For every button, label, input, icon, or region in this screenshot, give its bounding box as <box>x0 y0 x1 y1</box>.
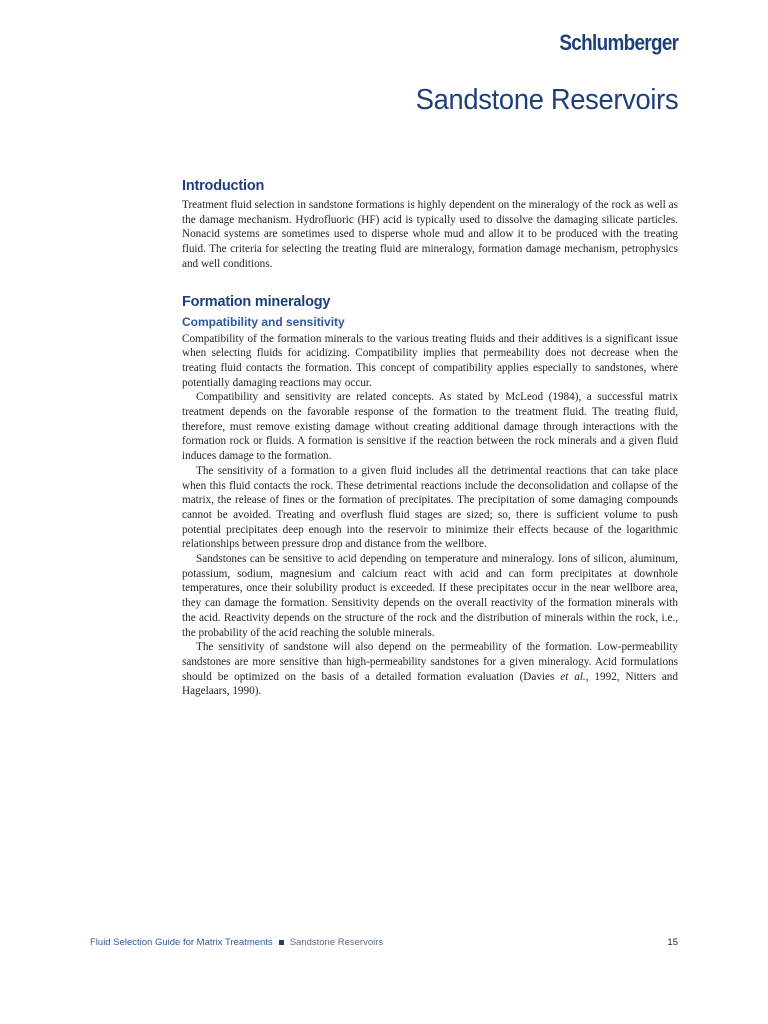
document-body <box>182 178 678 699</box>
introduction-heading: Introduction <box>182 178 265 194</box>
text-run: , 1992, Nitters and Hagelaars, 1990). <box>182 670 678 698</box>
text-run: The sensitivity of sandstone will also depend on the permeability of the formation. Low-permeability sandstones are more sensitive than high-permeability sandstones for a given mineralogy. Acid formulations should be optimized on the basis of a detailed formation evaluation (Davies <box>182 641 678 683</box>
page-footer <box>90 937 678 948</box>
body-paragraph: Compatibility and sensitivity are related concepts. As stated by McLeod (1984), a successful matrix treatment depends on the favorable response of the formation to the treatment fluid. The treating fluid, therefore, must remove existing damage without creating additional damage through interactions with the formation rock or fluids. A formation is sensitive if the reaction between the rock minerals and a given fluid induces damage to the formation. <box>182 391 678 463</box>
page-number: 15 <box>667 937 678 948</box>
body-paragraph-last <box>182 640 678 699</box>
footer-left <box>90 937 383 948</box>
body-paragraph: Sandstones can be sensitive to acid depending on temperature and mineralogy. Ions of silicon, aluminum, potassium, sodium, magnesium and calcium react with acid and can form precipitates at downhole temperatures, once their solubility product is exceeded. If these precipitates occur in the near wellbore area, they can damage the formation. Sensitivity depends on the overall reactivity of the formation minerals with the acid. Reactivity depends on the structure of the rock and the distribution of minerals within the rock, i.e., the probability of the acid reaching the soluble minerals. <box>182 553 678 639</box>
body-paragraph: Compatibility of the formation minerals to the various treating fluids and their additives is a significant issue when selecting fluids for acidizing. Compatibility implies that permeability does not decrease when the treating fluid contacts the formation. This concept of compatibility applies especially to sandstones, where potentially damaging reactions may occur. <box>182 332 678 389</box>
formation-mineralogy-heading: Formation mineralogy <box>182 293 331 310</box>
introduction-paragraph: Treatment fluid selection in sandstone formations is highly dependent on the mineralogy of the rock as well as the damage mechanism. Hydrofluoric (HF) acid is typically used to dissolve the damaging silicate particles. Nonacid systems are sometimes used to disperse whole mud and allow it to be produced with the treating fluid. The criteria for selecting the treating fluid are mineralogy, formation damage mechanism, petrophysics and well conditions. <box>182 199 678 270</box>
compatibility-subheading: Compatibility and sensitivity <box>182 314 345 329</box>
formation-mineralogy-section <box>182 294 678 700</box>
square-bullet-icon <box>279 940 284 945</box>
footer-guide-title: Fluid Selection Guide for Matrix Treatments <box>90 937 273 948</box>
company-logo: Schlumberger <box>559 30 678 55</box>
body-paragraph: The sensitivity of a formation to a given fluid includes all the detrimental reactions that can take place when this fluid contacts the rock. These detrimental reactions include the deconsolidation and collapse of the matrix, the release of fines or the formation of precipitates. The precipitation of some damaging compounds cannot be avoided. Treating and overflush fluid stages are sized; so, there is sufficient volume to push potential precipitates deep enough into the reservoir to minimize their effects because of the logarithmic relationships between pressure drop and distance from the wellbore. <box>182 464 678 551</box>
italic-text: et al. <box>560 670 586 683</box>
footer-section-name: Sandstone Reservoirs <box>289 937 384 948</box>
page-title: Sandstone Reservoirs <box>415 84 678 116</box>
introduction-section <box>182 178 678 272</box>
